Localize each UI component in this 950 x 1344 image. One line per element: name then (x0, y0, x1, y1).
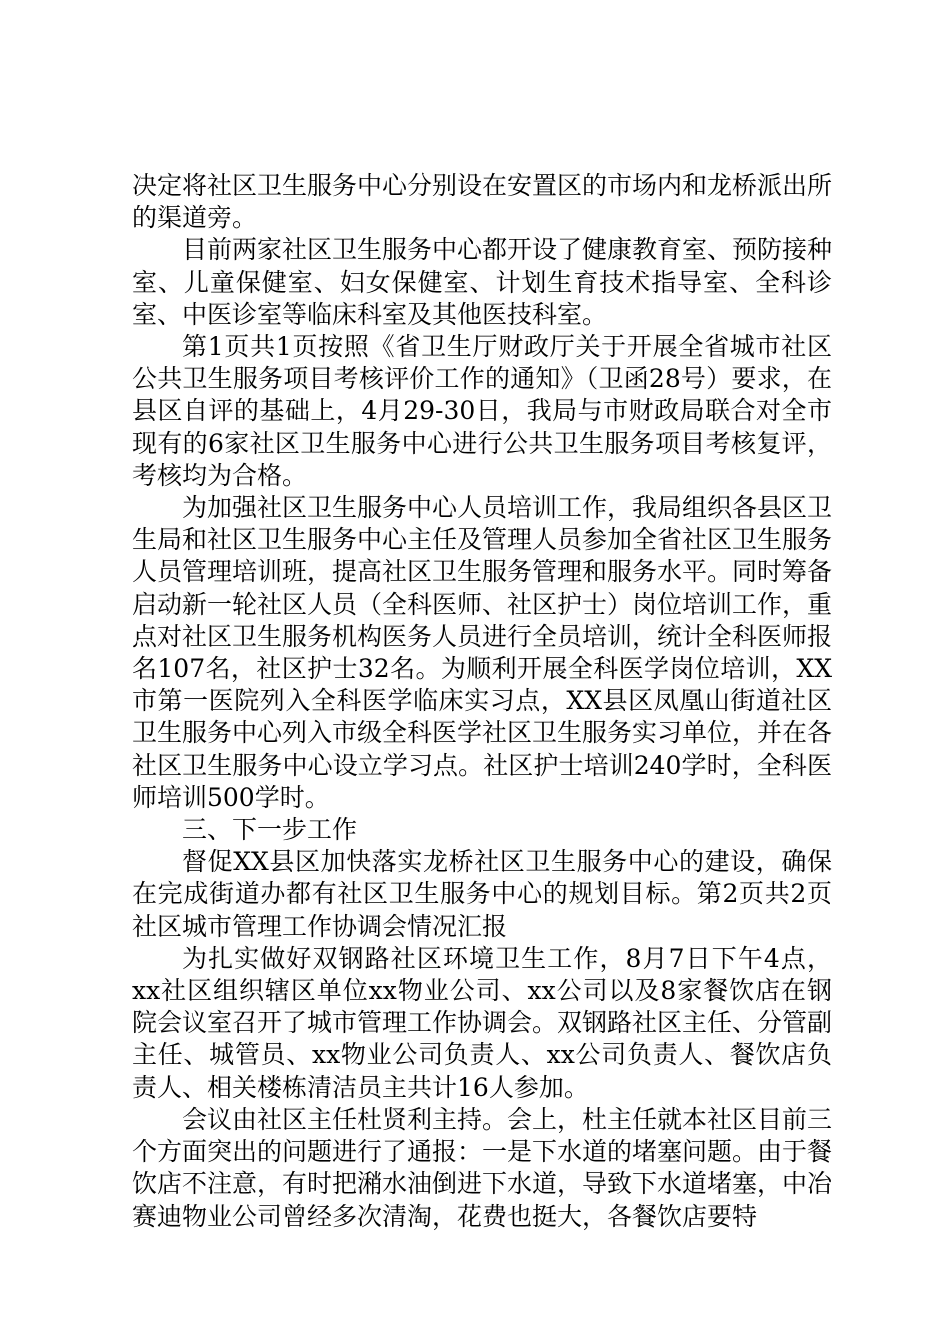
section-heading-next-steps: 三、下一步工作 (182, 815, 358, 845)
paragraph-meeting-details: 会议由社区主任杜贤利主持。会上，杜主任就本社区目前三个方面突出的问题进行了通报：一是下水道的堵塞问题。由于餐饮店不注意，有时把潲水油倒进下水道，导致下水道堵塞，中冶赛迪物业公司曾经多次清淘，花费也挺大，各餐饮店要特 (132, 1104, 833, 1231)
paragraph-continuation: 决定将社区卫生服务中心分别设在安置区的市场内和龙桥派出所的渠道旁。 (132, 171, 833, 233)
document-body (132, 170, 832, 1233)
paragraph-training: 为加强社区卫生服务中心人员培训工作，我局组织各县区卫生局和社区卫生服务中心主任及管理人员参加全省社区卫生服务人员管理培训班，提高社区卫生服务管理和服务水平。同时筹备启动新一轮社区人员（全科医师、社区护士）岗位培训工作，重点对社区卫生服务机构医务人员进行全员培训，统计全科医师报名107名，社区护士32名。为顺利开展全科医学岗位培训，XX市第一医院列入全科医学临床实习点，XX县区凤凰山街道社区卫生服务中心列入市级全科医学社区卫生服务实习单位，并在各社区卫生服务中心设立学习点。社区护士培训240学时，全科医师培训500学时。 (132, 493, 833, 812)
paragraph-next-steps: 督促XX县区加快落实龙桥社区卫生服务中心的建设，确保在完成街道办都有社区卫生服务中心的规划目标。第2页共2页社区城市管理工作协调会情况汇报 (132, 847, 832, 941)
paragraph-clinic-departments: 目前两家社区卫生服务中心都开设了健康教育室、预防接种室、儿童保健室、妇女保健室、计划生育技术指导室、全科诊室、中医诊室等临床科室及其他医技科室。 (132, 235, 833, 329)
paragraph-assessment: 第1页共1页按照《省卫生厅财政厅关于开展全省城市社区公共卫生服务项目考核评价工作的通知》（卫函28号）要求，在县区自评的基础上，4月29-30日，我局与市财政局联合对全市现有的6家社区卫生服务中心进行公共卫生服务项目考核复评，考核均为合格。 (132, 332, 832, 490)
paragraph-meeting-intro: 为扎实做好双钢路社区环境卫生工作，8月7日下午4点，xx社区组织辖区单位xx物业公司、xx公司以及8家餐饮店在钢院会议室召开了城市管理工作协调会。双钢路社区主任、分管副主任、城管员、xx物业公司负责人、xx公司负责人、餐饮店负责人、相关楼栋清洁员主共计16人参加。 (132, 943, 833, 1102)
